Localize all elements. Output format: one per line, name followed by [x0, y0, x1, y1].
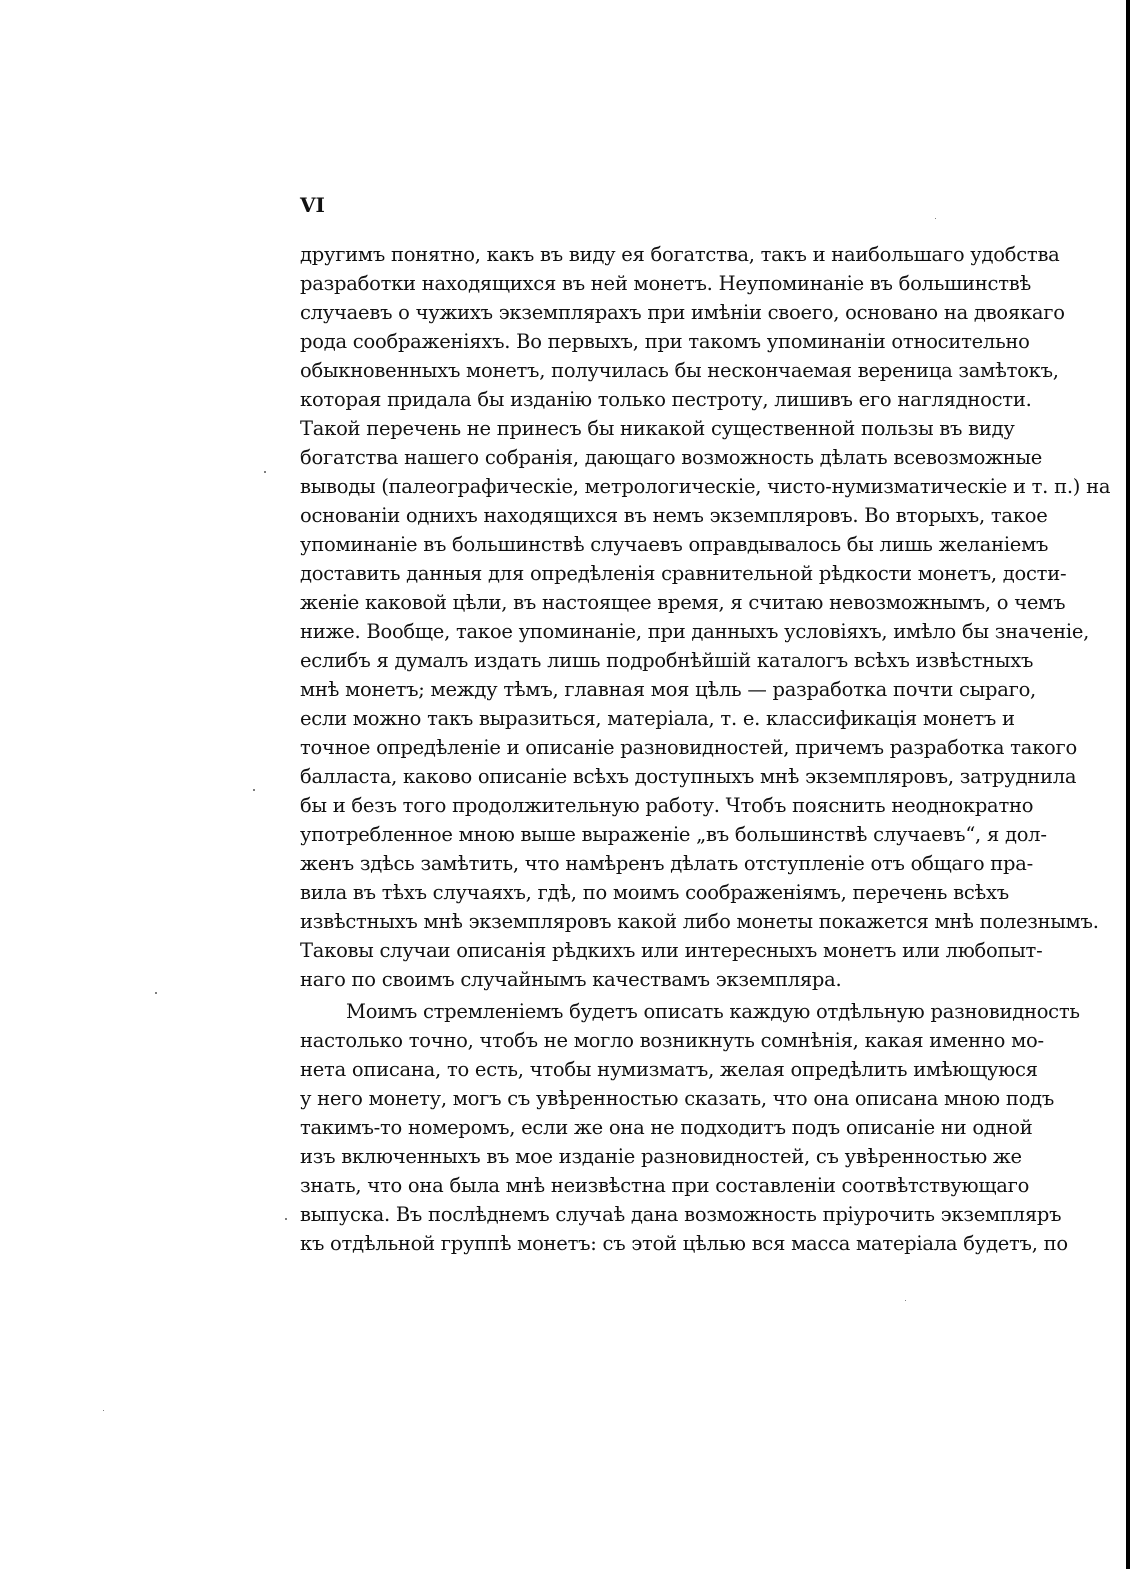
page-number: VI [300, 193, 325, 217]
text-line: которая придала бы изданію только пестроту, лишивъ его наглядности. [300, 388, 1032, 411]
text-line: если можно такъ выразиться, матеріала, т. е. классификація монетъ и [300, 707, 1015, 730]
scan-speck [155, 992, 157, 994]
text-line: случаевъ о чужихъ экземплярахъ при имѣніи своего, основано на двоякаго [300, 301, 1065, 324]
text-line: настолько точно, чтобъ не могло возникнуть сомнѣнія, какая именно мо- [300, 1029, 1044, 1052]
text-line: наго по своимъ случайнымъ качествамъ экземпляра. [300, 968, 842, 991]
text-line: основаніи однихъ находящихся въ немъ экземпляровъ. Во вторыхъ, такое [300, 504, 1048, 527]
text-line: такимъ-то номеромъ, если же она не подходитъ подъ описаніе ни одной [300, 1116, 1033, 1139]
scan-speck [253, 789, 255, 791]
text-line: вила въ тѣхъ случаяхъ, гдѣ, по моимъ соображеніямъ, перечень всѣхъ [300, 881, 1009, 904]
scan-speck [264, 471, 266, 473]
text-line: бы и безъ того продолжительную работу. Чтобъ пояснить неоднократно [300, 794, 1034, 817]
text-line: женъ здѣсь замѣтить, что намѣренъ дѣлать отступленіе отъ общаго пра- [300, 852, 1033, 875]
text-line: балласта, каково описаніе всѣхъ доступныхъ мнѣ экземпляровъ, затруднила [300, 765, 1077, 788]
text-line: Моимъ стремленіемъ будетъ описать каждую отдѣльную разновидность [346, 1000, 1080, 1023]
paragraph [300, 240, 1111, 994]
paragraph [300, 997, 1080, 1258]
text-line: выводы (палеографическіе, метрологическіе, чисто-нумизматическіе и т. п.) на [300, 475, 1111, 498]
text-line: разработки находящихся въ ней монетъ. Неупоминаніе въ большинствѣ [300, 272, 1031, 295]
text-line: еслибъ я думалъ издать лишь подробнѣйшій каталогъ всѣхъ извѣстныхъ [300, 649, 1034, 672]
text-line: употребленное мною выше выраженіе „въ большинствѣ случаевъ“, я дол- [300, 823, 1047, 846]
scan-speck [905, 1300, 906, 1301]
scan-edge-border [1126, 0, 1130, 1569]
text-line: точное опредѣленіе и описаніе разновидностей, причемъ разработка такого [300, 736, 1077, 759]
text-line: рода соображеніяхъ. Во первыхъ, при такомъ упоминаніи относительно [300, 330, 1030, 353]
text-line: выпуска. Въ послѣднемъ случаѣ дана возможность пріурочить экземпляръ [300, 1203, 1062, 1226]
text-line: ниже. Вообще, такое упоминаніе, при данныхъ условіяхъ, имѣло бы значеніе, [300, 620, 1090, 643]
text-line: Такой перечень не принесъ бы никакой существенной пользы въ виду [300, 417, 1015, 440]
text-line: къ отдѣльной группѣ монетъ: съ этой цѣлью вся масса матеріала будетъ, по [300, 1232, 1068, 1255]
text-line: другимъ понятно, какъ въ виду ея богатства, такъ и наибольшаго удобства [300, 243, 1060, 266]
text-line: нета описана, то есть, чтобы нумизматъ, желая опредѣлить имѣющуюся [300, 1058, 1038, 1081]
text-line: изъ включенныхъ въ мое изданіе разновидностей, съ увѣренностью же [300, 1145, 1022, 1168]
text-line: Таковы случаи описанія рѣдкихъ или интересныхъ монетъ или любопыт- [300, 939, 1043, 962]
text-line: знать, что она была мнѣ неизвѣстна при составленіи соотвѣтствующаго [300, 1174, 1030, 1197]
text-line: богатства нашего собранія, дающаго возможность дѣлать всевозможные [300, 446, 1043, 469]
text-line: у него монету, могъ съ увѣренностью сказать, что она описана мною подъ [300, 1087, 1054, 1110]
scan-speck [285, 1218, 287, 1220]
text-line: упоминаніе въ большинствѣ случаевъ оправдывалось бы лишь желаніемъ [300, 533, 1049, 556]
text-line: мнѣ монетъ; между тѣмъ, главная моя цѣль — разработка почти сыраго, [300, 678, 1037, 701]
scan-speck [103, 1410, 104, 1411]
text-line: доставить данныя для опредѣленія сравнительной рѣдкости монетъ, дости- [300, 562, 1067, 585]
scan-speck [935, 218, 936, 219]
text-line: женіе каковой цѣли, въ настоящее время, я считаю невозможнымъ, о чемъ [300, 591, 1066, 614]
text-line: извѣстныхъ мнѣ экземпляровъ какой либо монеты покажется мнѣ полезнымъ. [300, 910, 1099, 933]
text-line: обыкновенныхъ монетъ, получилась бы нескончаемая вереница замѣтокъ, [300, 359, 1059, 382]
body-text [300, 240, 1111, 1258]
